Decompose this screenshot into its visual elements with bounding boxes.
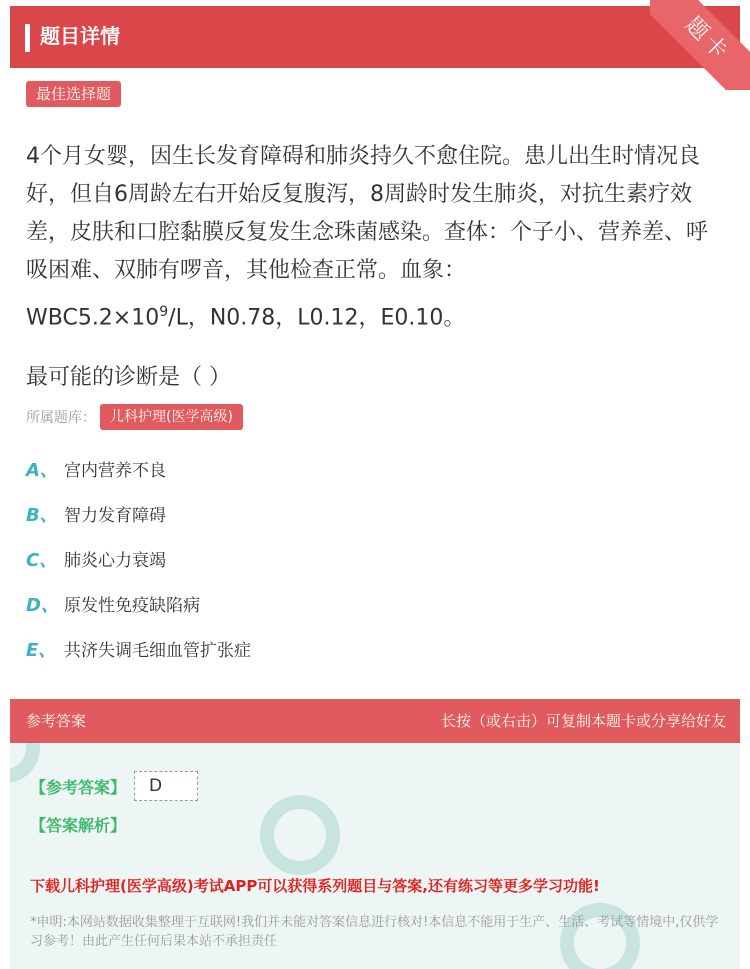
title-marker [25,24,30,52]
option-letter: B、 [26,505,58,526]
option-letter: E、 [26,640,57,661]
reference-answer-value: D [134,771,198,801]
option-letter: C、 [26,550,58,571]
watermark-logo-icon [260,795,340,875]
ribbon-label: 题卡 [650,0,750,90]
formula-suffix: /L，N0.78，L0.12，E0.10。 [168,305,466,331]
option-letter: D、 [26,595,59,616]
share-hint: 长按（或右击）可复制本题卡或分享给好友 [440,712,726,730]
download-app-link[interactable]: 下载儿科护理(医学高级)考试APP可以获得系列题目与答案,还有练习等更多学习功能! [30,877,600,895]
analysis-label: 【答案解析】 [30,816,127,835]
corner-ribbon [650,0,750,90]
option-d[interactable] [26,590,251,635]
options-list [26,455,251,680]
bank-tag-link[interactable]: 儿科护理(医学高级) [100,404,243,430]
reference-answer-label: 【参考答案】 [30,777,127,797]
bank-label: 所属题库： [26,410,96,426]
option-a[interactable] [26,455,251,500]
question-ask: 最可能的诊断是（ ） [26,365,231,390]
option-text: 宫内营养不良 [64,461,166,481]
option-c[interactable] [26,545,251,590]
answer-panel [10,743,740,969]
option-e[interactable] [26,635,251,680]
option-text: 原发性免疫缺陷病 [64,596,200,616]
answer-bar-title: 参考答案 [26,712,87,730]
reference-answer-row [30,771,198,801]
disclaimer-text: *申明:本网站数据收集整理于互联网!我们并未能对答案信息进行核对!本信息不能用于生产、生活、考试等情境中,仅供学习参考！由此产生任何后果本站不承担责任 [30,915,719,949]
page-title: 题目详情 [40,24,120,48]
question-bank-row [26,404,243,430]
option-b[interactable] [26,500,251,545]
answer-header-bar [10,699,740,743]
question-stem [26,138,726,338]
option-letter: A、 [26,460,58,481]
option-text: 智力发育障碍 [64,506,166,526]
question-type-badge: 最佳选择题 [26,81,121,107]
formula-prefix: WBC5.2×10 [26,305,160,331]
blood-count-formula [26,292,726,338]
header-bar [10,6,740,68]
question-stem-text: 4个月女婴，因生长发育障碍和肺炎持久不愈住院。患儿出生时情况良好，但自6周龄左右开始反复腹泻，8周龄时发生肺炎，对抗生素疗效差，皮肤和口腔黏膜反复发生念珠菌感染。查体：个子小、营养差、呼吸困难、双肺有啰音，其他检查正常。血象： [26,144,709,283]
option-text: 共济失调毛细血管扩张症 [64,641,251,661]
formula-exponent: 9 [159,304,169,320]
option-text: 肺炎心力衰竭 [64,551,166,571]
